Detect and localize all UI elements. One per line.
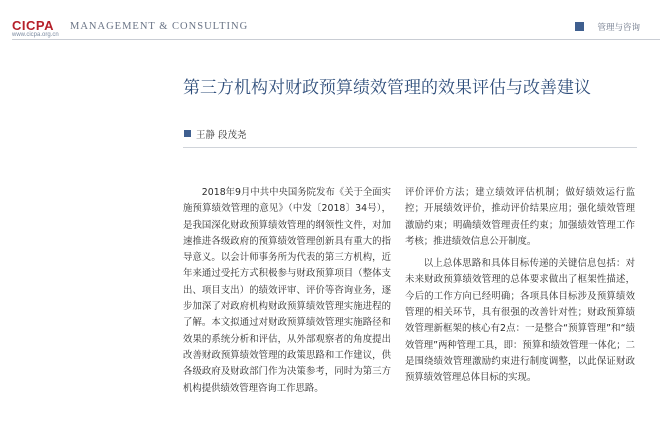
magazine-title: MANAGEMENT & CONSULTING	[70, 21, 249, 32]
paragraph-continued: 评价评价方法；建立绩效评估机制；做好绩效运行监控；开展绩效评价，推动评价结果应用；强化绩效管理激励约束；明确绩效管理责任约束；加强绩效管理工作考核；推进绩效信息公开制度。	[405, 187, 635, 247]
author-marker-icon	[184, 130, 191, 137]
article-title: 第三方机构对财政预算绩效管理的效果评估与改善建议	[183, 78, 591, 98]
body-column-left	[183, 185, 391, 397]
article-authors: 王静 段茂尧	[196, 130, 247, 141]
section-label: 管理与咨询	[597, 23, 640, 33]
paragraph-key-info: 以上总体思路和具体目标传递的关键信息包括：对未来财政预算绩效管理的总体要求做出了框架性描述，今后的工作方向已经明确；各项具体目标涉及预算绩效管理的相关环节，具有很强的改善针对性；财政预算绩效管理新框架的核心有2点：一是整合“预算管理”和“绩效管理”两种管理工具，即：预算和绩效管理一体化；二是围绕绩效管理激励约束进行制度调整，以此保证财政预算绩效管理总体目标的实现。	[405, 258, 635, 384]
cicpa-logo: CICPA	[12, 18, 54, 33]
body-column-right	[405, 185, 635, 387]
page-header	[0, 0, 660, 44]
section-marker-icon	[575, 22, 584, 31]
author-divider	[183, 147, 637, 148]
logo-url: www.cicpa.org.cn	[12, 32, 59, 38]
header-divider	[12, 39, 660, 40]
paragraph-intro: 2018年9月中共中央国务院发布《关于全面实施预算绩效管理的意见》（中发〔2018〕34号），是我国深化财政预算绩效管理的纲领性文件，对加速推进各级政府的预算绩效管理创新具有重大的指导意义。以会计师事务所为代表的第三方机构，近年来通过受托方式积极参与财政预算项目（整体支出、项目支出）的绩效评审、评价等咨询业务，逐步加深了对政府机构财政预算绩效管理实施进程的了解。本文拟通过对财政预算绩效管理实施路径和效果的系统分析和评估，从外部观察者的角度提出改善财政预算绩效管理的政策思路和工作建议，供各级政府及财政部门作为决策参考，同时为第三方机构提供绩效管理咨询工作思路。	[183, 187, 391, 394]
